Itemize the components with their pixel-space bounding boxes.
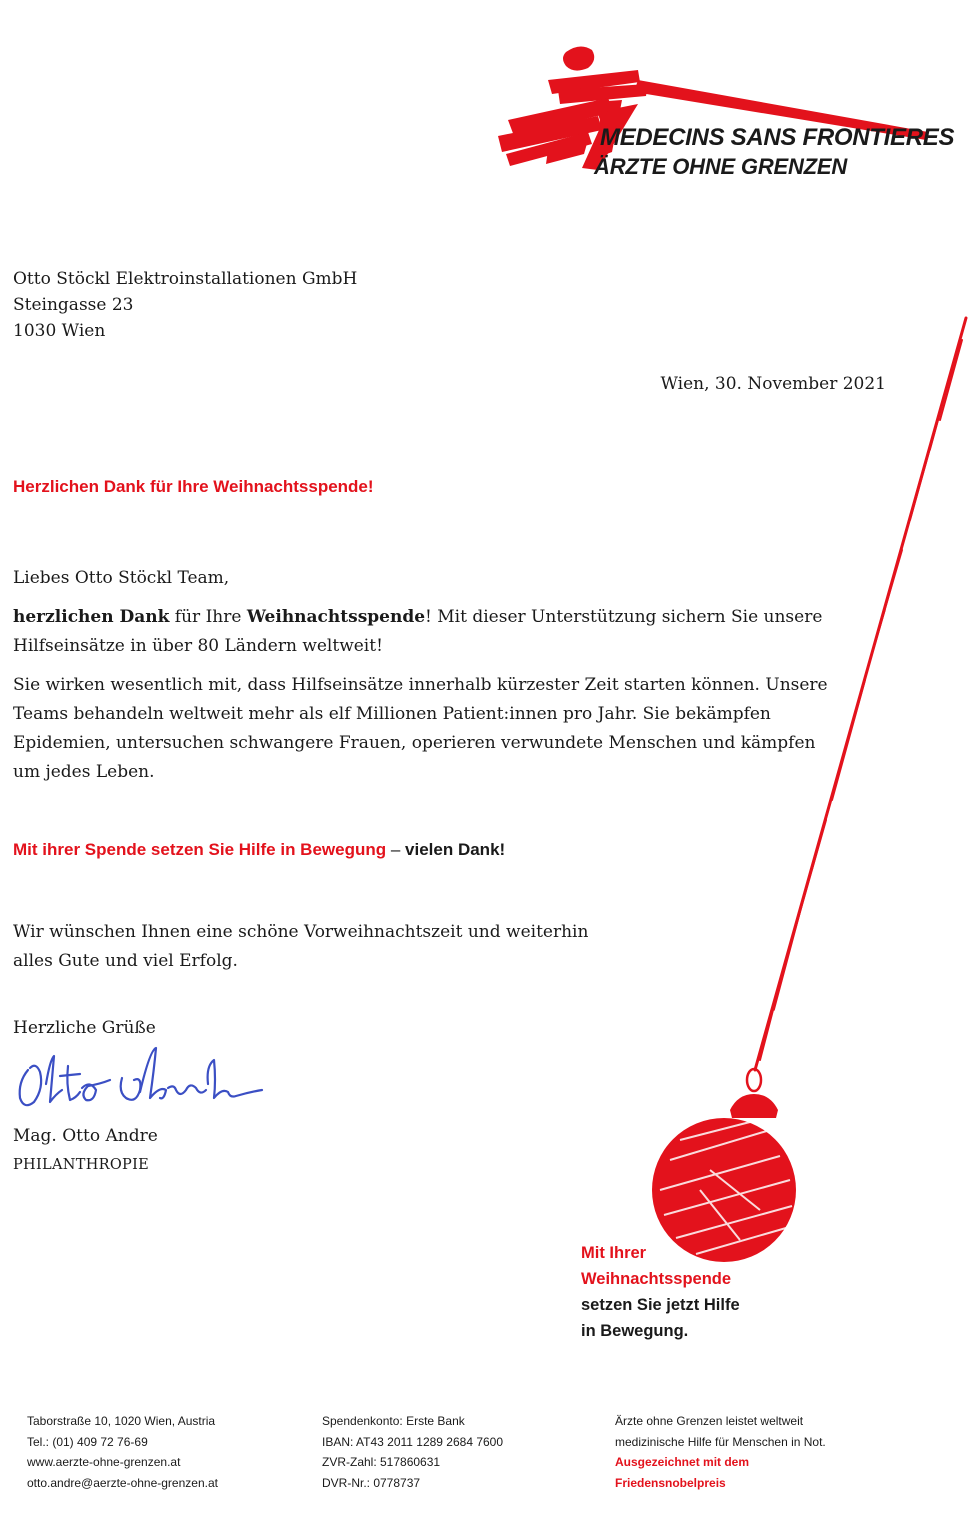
- footer-about-line2: medizinische Hilfe für Menschen in Not.: [615, 1434, 826, 1449]
- footer-website[interactable]: www.aerzte-ohne-grenzen.at: [27, 1455, 181, 1469]
- letter-date: Wien, 30. November 2021: [660, 374, 886, 394]
- footer-about-line1: Ärzte ohne Grenzen leistet weltweit: [615, 1414, 804, 1428]
- footer-award-line2: Friedensnobelpreis: [615, 1475, 726, 1490]
- footer-contact: [27, 1411, 218, 1493]
- donation-tagline: [581, 1240, 740, 1344]
- footer-bank-name: Spendenkonto: Erste Bank: [322, 1414, 465, 1428]
- footer-iban: IBAN: AT43 2011 1289 2684 7600: [322, 1434, 504, 1449]
- footer-dvr: DVR-Nr.: 0778737: [322, 1475, 421, 1490]
- body-paragraph-1: herzlichen Dank für Ihre Weihnachtsspende! Mit dieser Unterstützung sichern Sie unsere Hilfseinsätze in über 80 Ländern weltweit!: [13, 607, 823, 656]
- donation-bold: Weihnachtsspende: [246, 607, 426, 627]
- footer-email[interactable]: otto.andre@aerzte-ohne-grenzen.at: [27, 1475, 218, 1490]
- signer-department: PHILANTHROPIE: [13, 1157, 150, 1173]
- tagline-line2: Weihnachtsspende: [581, 1270, 732, 1288]
- footer-bank: [322, 1411, 503, 1493]
- footer-award-line1: Ausgezeichnet mit dem: [615, 1455, 750, 1469]
- logo-text-line1: MEDECINS SANS FRONTIERES: [600, 124, 955, 151]
- closing-greeting: Herzliche Grüße: [13, 1018, 156, 1038]
- signer-name: Mag. Otto Andre: [13, 1126, 158, 1146]
- tagline-line3: setzen Sie jetzt Hilfe: [581, 1296, 740, 1314]
- callout-thanks: vielen Dank!: [405, 840, 506, 859]
- tagline-line4: in Bewegung.: [581, 1322, 689, 1340]
- letter-subject: Herzlichen Dank für Ihre Weihnachtsspende!: [13, 477, 374, 496]
- christmas-bauble-icon: [640, 310, 970, 1270]
- tagline-line1: Mit Ihrer: [581, 1244, 647, 1262]
- logo-text-line2: ÄRZTE OHNE GRENZEN: [594, 154, 848, 179]
- footer-phone[interactable]: Tel.: (01) 409 72 76-69: [27, 1434, 148, 1449]
- callout-line: Mit ihrer Spende setzen Sie Hilfe in Bewegung – vielen Dank!: [13, 840, 506, 859]
- recipient-city: 1030 Wien: [13, 321, 106, 341]
- body-paragraph-2: Sie wirken wesentlich mit, dass Hilfseinsätze innerhalb kürzester Zeit starten können. Unsere Teams behandeln weltweit mehr als elf Millionen Patient:innen pro Jahr. Sie bekämpfen Epidemien, untersuchen schwangere Frauen, operieren verwundete Menschen und kämpfen um jedes Leben.: [13, 675, 828, 782]
- signature-icon: [10, 1040, 270, 1120]
- thanks-bold: herzlichen Dank: [13, 607, 170, 627]
- footer-zvr: ZVR-Zahl: 517860631: [322, 1455, 441, 1469]
- salutation: Liebes Otto Stöckl Team,: [13, 568, 230, 588]
- recipient-address: [13, 266, 357, 344]
- recipient-street: Steingasse 23: [13, 295, 134, 315]
- closing-wishes: Wir wünschen Ihnen eine schöne Vorweihnachtszeit und weiterhin alles Gute und viel Erfolg.: [13, 922, 589, 971]
- footer-address: Taborstraße 10, 1020 Wien, Austria: [27, 1414, 216, 1428]
- callout-red: Mit ihrer Spende setzen Sie Hilfe in Bewegung: [13, 840, 387, 859]
- footer-about: [615, 1411, 826, 1493]
- recipient-company: Otto Stöckl Elektroinstallationen GmbH: [13, 269, 358, 289]
